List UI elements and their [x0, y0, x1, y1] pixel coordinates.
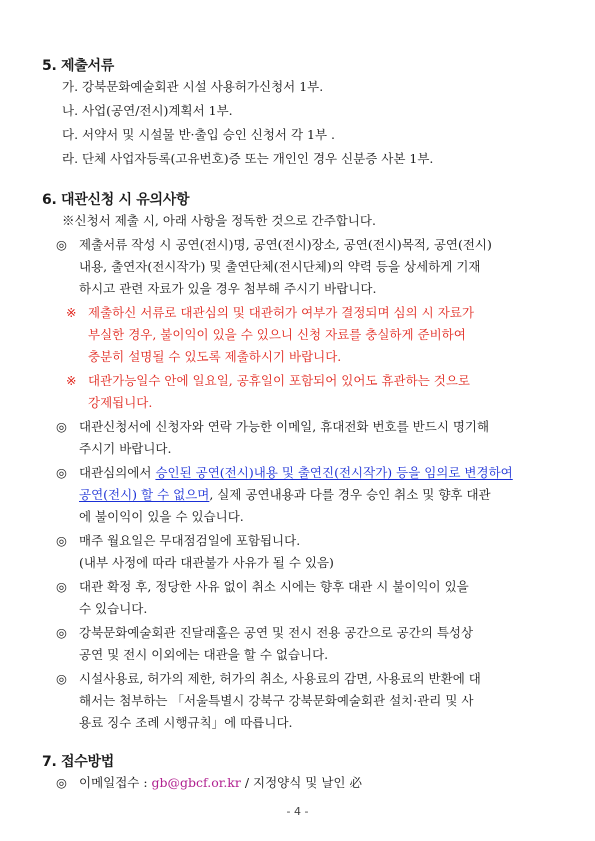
bullet-mark: ◎ [56, 465, 67, 480]
s7-line: 이메일접수 : gb@gbcf.or.kr / 지정양식 및 날인 必 [79, 775, 362, 790]
s5-item-3: 다. 서약서 및 시설물 반·출입 승인 신청서 각 1부 . [62, 127, 335, 142]
bullet-mark: ◎ [56, 237, 67, 252]
b3-line-3: 에 불이익이 있을 수 있습니다. [79, 509, 244, 524]
b5-line-2: 수 있습니다. [79, 601, 148, 616]
b6-line-2: 공연 및 전시 이외에는 대관을 할 수 없습니다. [79, 647, 329, 662]
section-5-title: 5. 제출서류 [42, 58, 114, 74]
b1-line-2: 내용, 출연자(전시작가) 및 출연단체(전시단체)의 약력 등을 상세하게 기재 [79, 259, 481, 274]
bullet-mark: ◎ [56, 775, 67, 790]
b4-line-2: (내부 사정에 따라 대관불가 사유가 될 수 있음) [79, 555, 334, 570]
b7-line-2: 해서는 첨부하는 「서울특별시 강북구 강북문화예술회관 설치·관리 및 사 [79, 693, 474, 708]
page-number: - 4 - [286, 805, 309, 818]
s6-intro: ※신청서 제출 시, 아래 사항을 정독한 것으로 간주합니다. [62, 213, 376, 228]
s5-item-1: 가. 강북문화예술회관 시설 사용허가신청서 1부. [62, 79, 324, 94]
ref-mark: ※ [66, 305, 77, 320]
r1-line-3: 충분히 설명될 수 있도록 제출하시기 바랍니다. [88, 349, 342, 364]
b5-line-1: 대관 확정 후, 정당한 사유 없이 취소 시에는 향후 대관 시 불이익이 있을 [79, 579, 469, 594]
section-7-title: 7. 접수방법 [42, 754, 114, 770]
b1-line-3: 하시고 관련 자료가 있을 경우 첨부해 주시기 바랍니다. [79, 281, 377, 296]
bullet-mark: ◎ [56, 671, 67, 686]
b6-line-1: 강북문화예술회관 진달래홀은 공연 및 전시 전용 공간으로 공간의 특성상 [79, 625, 474, 640]
section-6-title: 6. 대관신청 시 유의사항 [42, 192, 190, 208]
b2-line-1: 대관신청서에 신청자와 연락 가능한 이메일, 휴대전화 번호를 반드시 명기해 [79, 419, 490, 434]
r2-line-1: 대관가능일수 안에 일요일, 공휴일이 포함되어 있어도 휴관하는 것으로 [88, 373, 470, 388]
b7-line-3: 용료 징수 조례 시행규칙」에 따릅니다. [79, 715, 293, 730]
r1-line-1: 제출하신 서류로 대관심의 및 대관허가 여부가 결정되며 심의 시 자료가 [88, 305, 474, 320]
b3-line-1: 대관심의에서 승인된 공연(전시)내용 및 출연진(전시작가) 등을 임의로 변경하여 [79, 465, 513, 480]
b3-underlined-2: 공연(전시) 할 수 없으며 [79, 487, 210, 502]
s5-item-4: 라. 단체 사업자등록(고유번호)증 또는 개인인 경우 신분증 사본 1부. [62, 151, 434, 166]
b2-line-2: 주시기 바랍니다. [79, 441, 172, 456]
b3-line-2: 공연(전시) 할 수 없으며, 실제 공연내용과 다를 경우 승인 취소 및 향후 대관 [79, 487, 491, 502]
b1-line-1: 제출서류 작성 시 공연(전시)명, 공연(전시)장소, 공연(전시)목적, 공연(전시) [79, 237, 492, 252]
r2-line-2: 강제됩니다. [88, 395, 153, 410]
bullet-mark: ◎ [56, 419, 67, 434]
r1-line-2: 부실한 경우, 불이익이 있을 수 있으니 신청 자료를 충실하게 준비하여 [88, 327, 466, 342]
b3-underlined-1: 승인된 공연(전시)내용 및 출연진(전시작가) 등을 임의로 변경하여 [155, 465, 513, 480]
ref-mark: ※ [66, 373, 77, 388]
bullet-mark: ◎ [56, 625, 67, 640]
s5-item-2: 나. 사업(공연/전시)계획서 1부. [62, 103, 233, 118]
email-address: gb@gbcf.or.kr [151, 775, 241, 790]
b4-line-1: 매주 월요일은 무대점검일에 포함됩니다. [79, 533, 301, 548]
b7-line-1: 시설사용료, 허가의 제한, 허가의 취소, 사용료의 감면, 사용료의 반환에 대 [79, 671, 481, 686]
bullet-mark: ◎ [56, 579, 67, 594]
bullet-mark: ◎ [56, 533, 67, 548]
